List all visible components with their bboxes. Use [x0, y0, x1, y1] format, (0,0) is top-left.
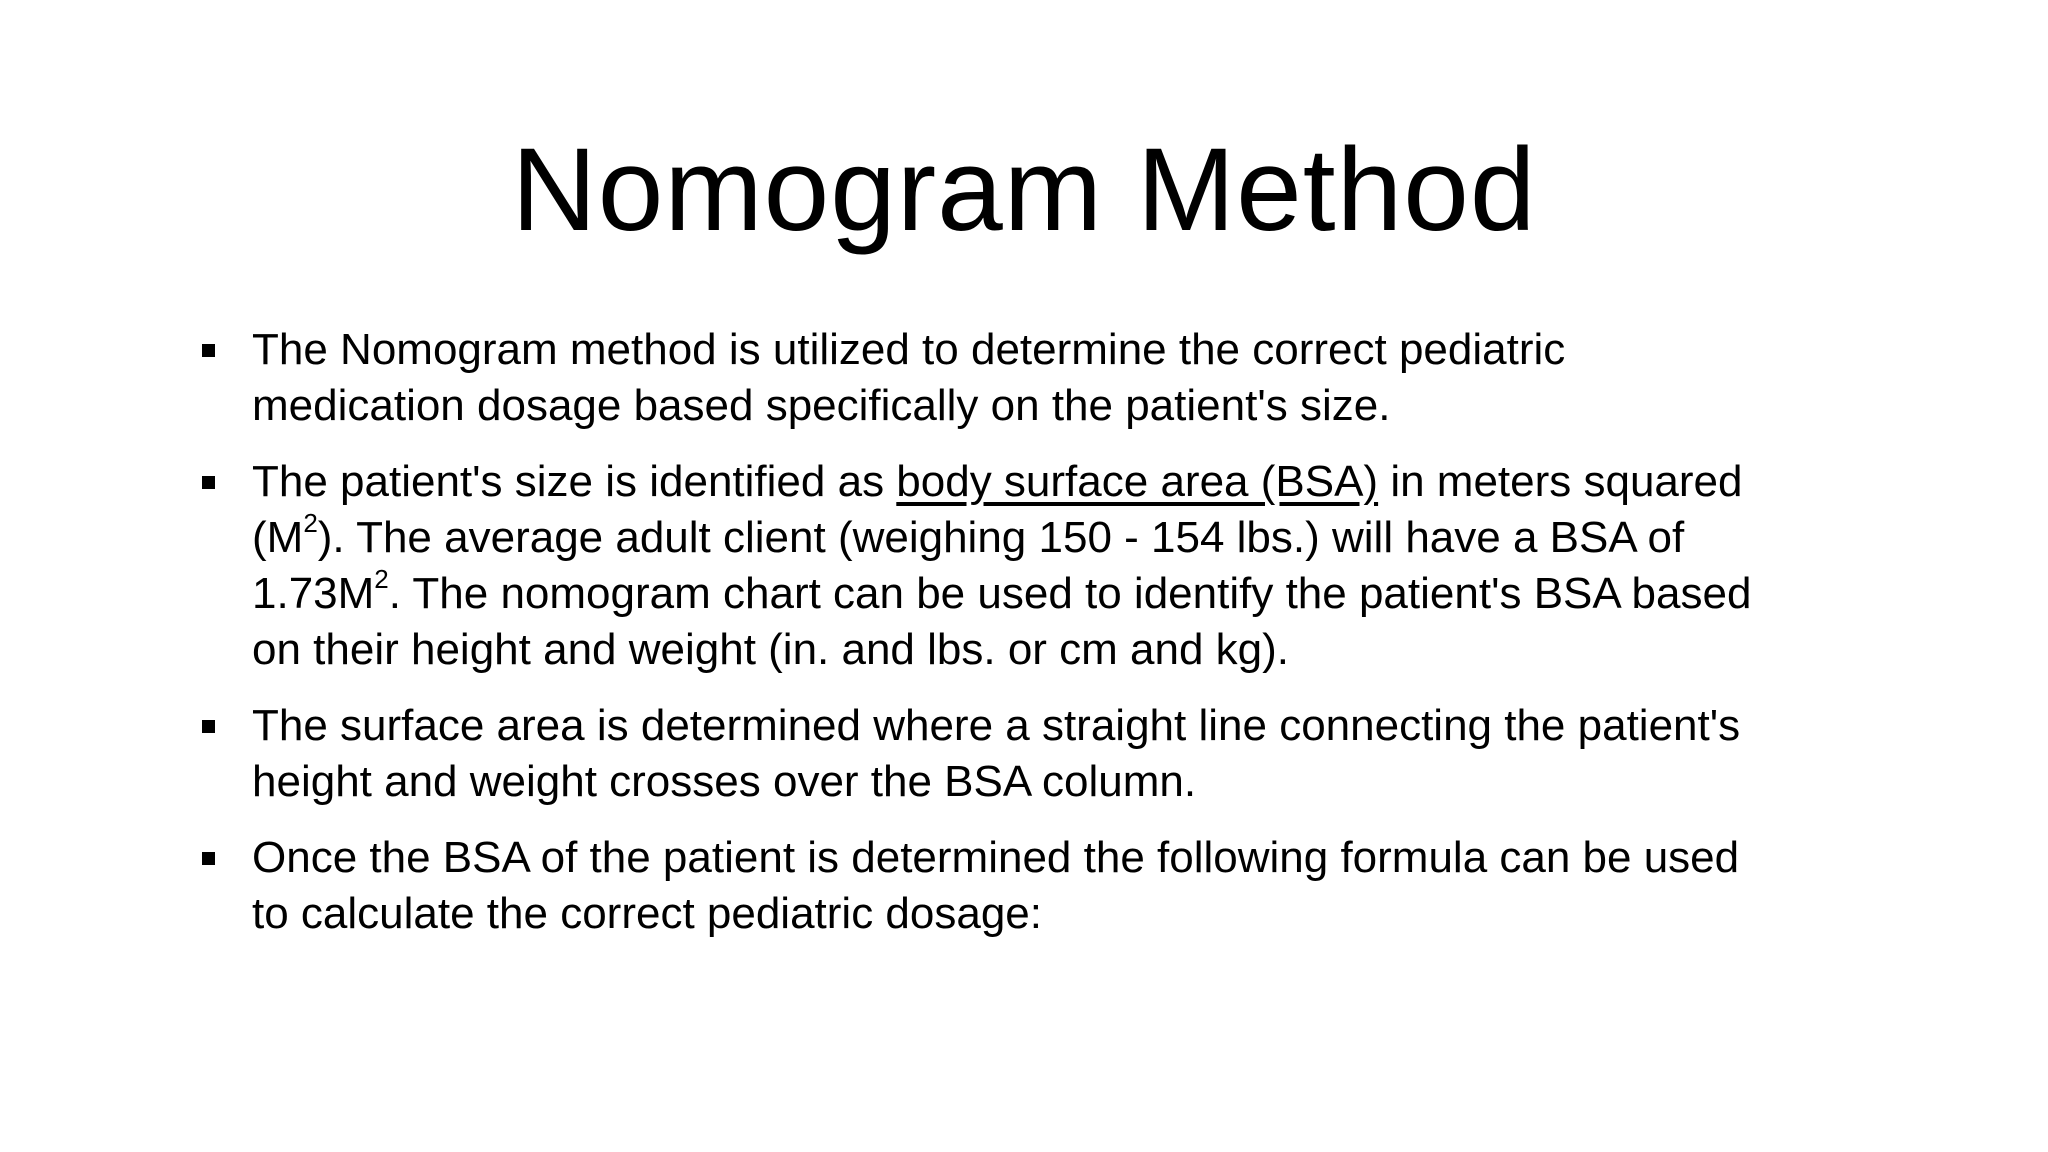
bullet-text-part: in meters squared (M [252, 457, 1743, 562]
bullet-text: The Nomogram method is utilized to determine the correct pediatric medication dosage based specifically on the patient's size. [252, 325, 1566, 430]
bullet-item [196, 322, 1756, 434]
bullet-text: Once the BSA of the patient is determined the following formula can be used to calculate the correct pediatric dosage: [252, 833, 1740, 938]
bullet-list [196, 322, 1756, 962]
bullet-item [196, 830, 1756, 942]
square-bullet-icon [202, 720, 215, 733]
bullet-item [196, 698, 1756, 810]
bullet-text-part: The patient's size is identified as [252, 457, 897, 506]
superscript: 2 [374, 564, 389, 595]
bullet-text-part: ). The average adult client (weighing 150 - 154 lbs.) will have a BSA of 1.73M [252, 513, 1685, 618]
bullet-text: The surface area is determined where a straight line connecting the patient's height and weight crosses over the BSA column. [252, 701, 1741, 806]
square-bullet-icon [202, 344, 215, 357]
superscript: 2 [303, 508, 318, 539]
bullet-item [196, 454, 1756, 678]
bullet-text-part: . The nomogram chart can be used to identify the patient's BSA based on their height and weight (in. and lbs. or cm and kg). [252, 569, 1752, 674]
square-bullet-icon [202, 476, 215, 489]
square-bullet-icon [202, 852, 215, 865]
bsa-underlined-term: body surface area (BSA) [896, 457, 1379, 506]
slide-title: Nomogram Method [511, 124, 1537, 256]
